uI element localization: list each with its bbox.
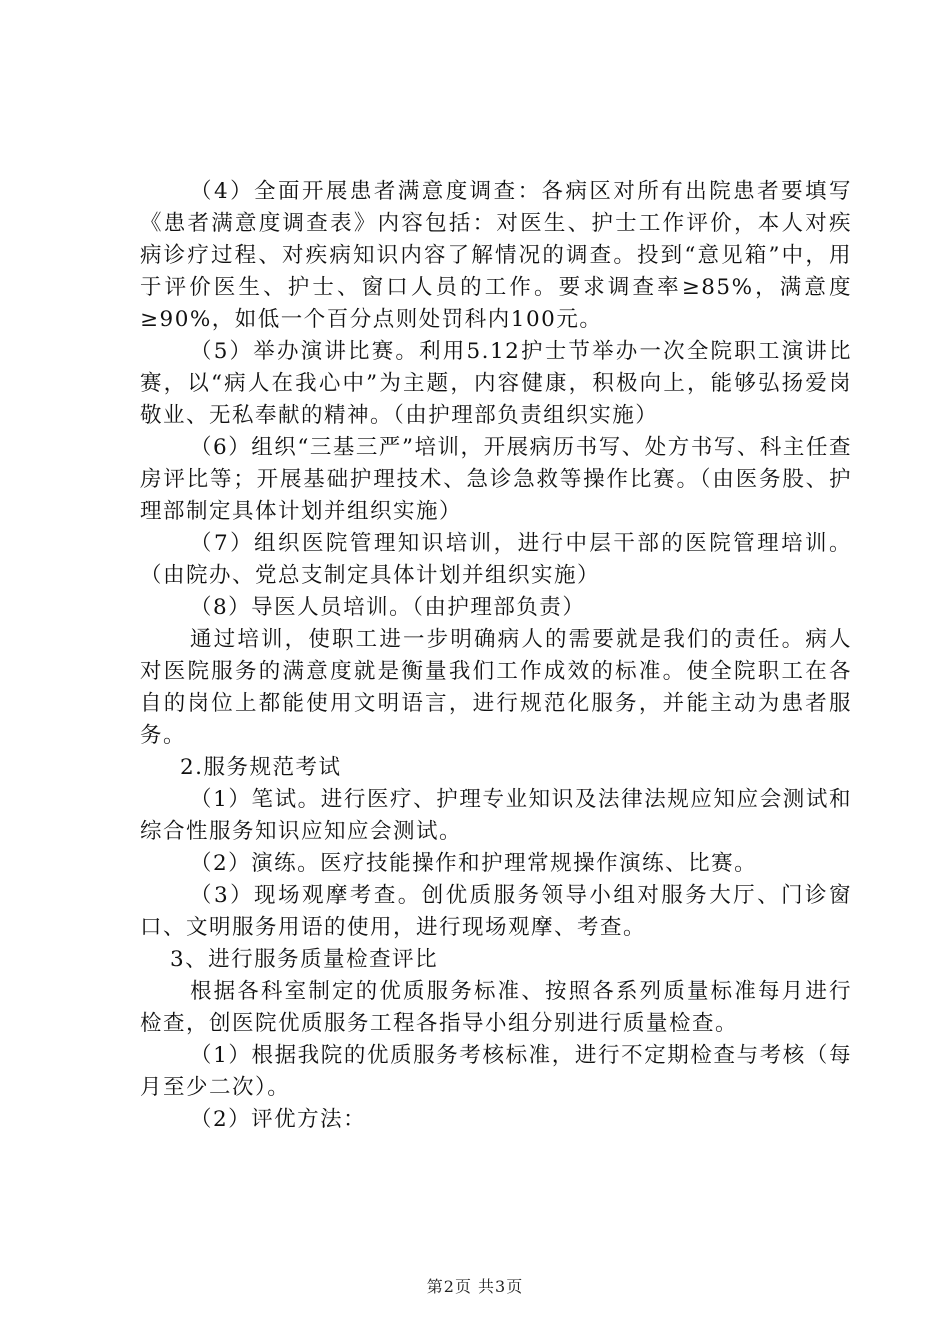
page-number-footer: 第2页 共3页 bbox=[426, 1277, 524, 1296]
paragraph-evaluation-method: （2）评优方法： bbox=[190, 1107, 367, 1132]
paragraph-three-basics-training: （6）组织“三基三严”培训，开展病历书写、处方书写、科主任查房评比等；开展基础护理技术、急诊急救等操作比赛。（由医务股、护理部制定具体计划并组织实施） bbox=[140, 435, 852, 524]
paragraph-irregular-check: （1）根据我院的优质服务考核标准，进行不定期检查与考核（每月至少二次）。 bbox=[140, 1043, 852, 1100]
heading-quality-check: 3、进行服务质量检查评比 bbox=[170, 947, 439, 972]
paragraph-guide-training: （8）导医人员培训。（由护理部负责） bbox=[190, 595, 586, 620]
paragraph-satisfaction-survey: （4）全面开展患者满意度调查：各病区对所有出院患者要填写《患者满意度调查表》内容包括：对医生、护士工作评价，本人对疾病诊疗过程、对疾病知识内容了解情况的调查。投到“意见箱”中，用于评价医生、护士、窗口人员的工作。要求调查率≥85%，满意度≥90%，如低一个百分点则处罚科内100元。 bbox=[140, 179, 852, 332]
document-body bbox=[140, 176, 852, 1136]
paragraph-quality-standards: 根据各科室制定的优质服务标准、按照各系列质量标准每月进行检查，创医院优质服务工程各指导小组分别进行质量检查。 bbox=[140, 979, 852, 1036]
paragraph-speech-contest: （5）举办演讲比赛。利用5.12护士节举办一次全院职工演讲比赛，以“病人在我心中”为主题，内容健康，积极向上，能够弘扬爱岗敬业、无私奉献的精神。（由护理部负责组织实施） bbox=[140, 339, 852, 428]
paragraph-written-exam: （1）笔试。进行医疗、护理专业知识及法律法规应知应会测试和综合性服务知识应知应会测试。 bbox=[140, 787, 852, 844]
paragraph-training-summary: 通过培训，使职工进一步明确病人的需要就是我们的责任。病人对医院服务的满意度就是衡量我们工作成效的标准。使全院职工在各自的岗位上都能使用文明语言，进行规范化服务，并能主动为患者服务。 bbox=[140, 627, 852, 748]
paragraph-drill: （2）演练。医疗技能操作和护理常规操作演练、比赛。 bbox=[190, 851, 758, 876]
paragraph-management-training: （7）组织医院管理知识培训，进行中层干部的医院管理培训。（由院办、党总支制定具体计划并组织实施） bbox=[140, 531, 852, 588]
paragraph-onsite-inspection: （3）现场观摩考查。创优质服务领导小组对服务大厅、门诊窗口、文明服务用语的使用，进行现场观摩、考查。 bbox=[140, 883, 852, 940]
heading-service-exam: 2.服务规范考试 bbox=[180, 755, 342, 780]
